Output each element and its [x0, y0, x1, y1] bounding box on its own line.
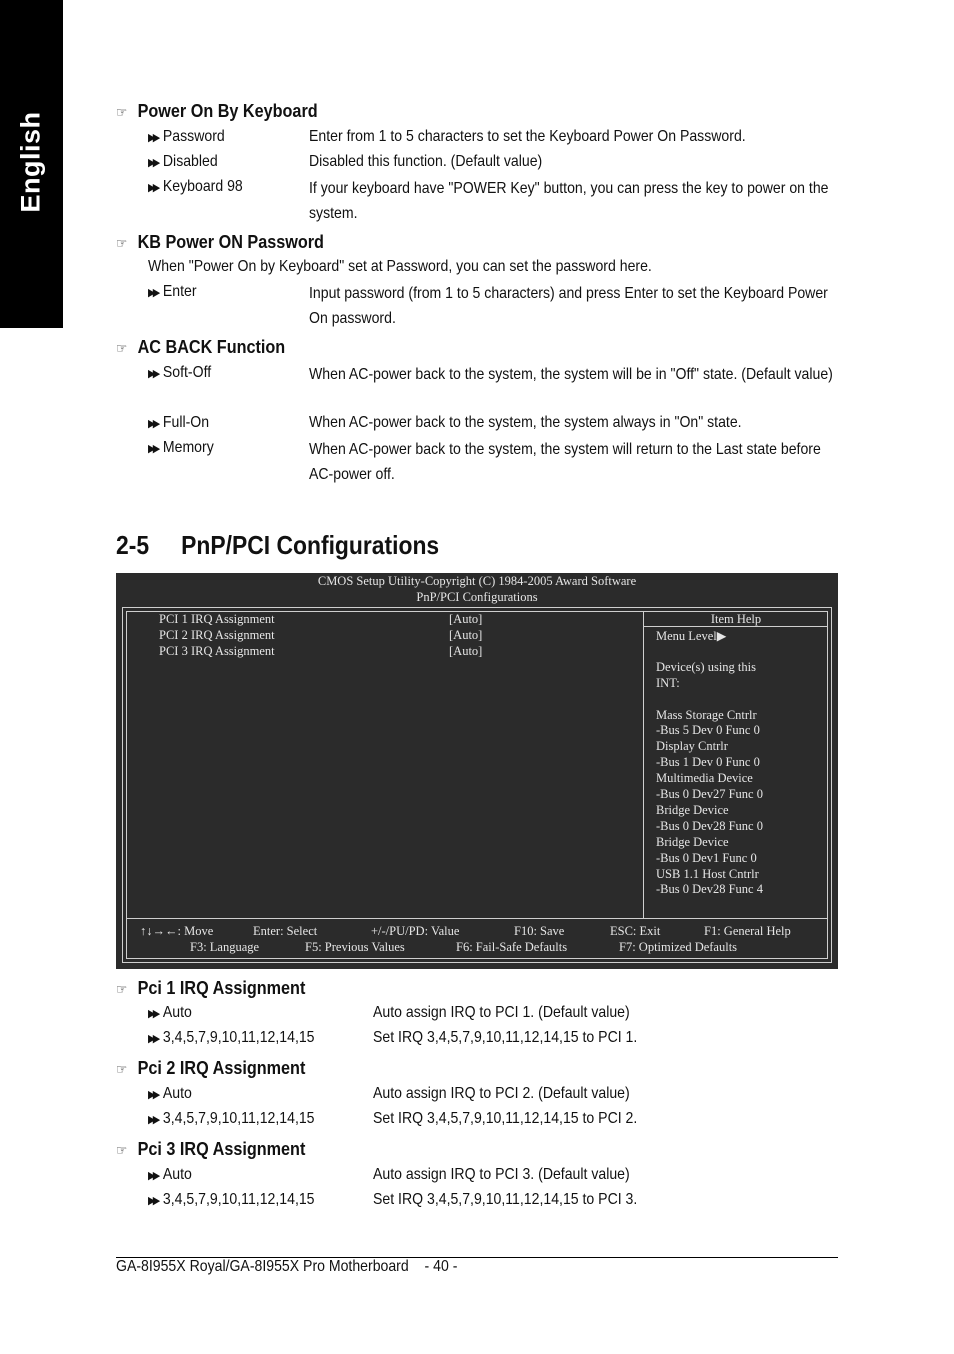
- footer-model: GA-8I955X Royal/GA-8I955X Pro Motherboard: [116, 1258, 409, 1275]
- item-help-line: Menu Level▶: [656, 629, 727, 643]
- item-help-title: Item Help: [710, 612, 762, 626]
- option-name: ▶▶ Keyboard 98: [148, 178, 243, 195]
- double-arrow-icon: ▶▶: [148, 132, 158, 144]
- item-help-line: Bridge Device: [656, 802, 729, 817]
- pointing-hand-icon: ☞: [116, 235, 128, 251]
- option-description: When AC-power back to the system, the system will be in "Off" state. (Default value): [309, 366, 833, 383]
- pointing-hand-icon: ☞: [116, 340, 128, 356]
- option-name: ▶▶ Disabled: [148, 153, 218, 170]
- option-name: ▶▶ 3,4,5,7,9,10,11,12,14,15: [148, 1191, 315, 1208]
- double-arrow-icon: ▶▶: [148, 368, 158, 380]
- item-help-line: Mass Storage Cntrlr: [656, 707, 757, 722]
- section-heading: ☞ Pci 3 IRQ Assignment: [116, 1139, 306, 1159]
- double-arrow-icon: ▶▶: [148, 182, 158, 194]
- option-description: Auto assign IRQ to PCI 2. (Default value): [373, 1085, 630, 1102]
- chapter-title: 2-5 PnP/PCI Configurations: [116, 530, 440, 560]
- double-arrow-icon: ▶▶: [148, 1033, 158, 1045]
- double-arrow-icon: ▶▶: [148, 1114, 158, 1126]
- item-help-line: -Bus 5 Dev 0 Func 0: [656, 723, 760, 738]
- section-heading: ☞ Pci 1 IRQ Assignment: [116, 978, 306, 998]
- option-name: ▶▶ Soft-Off: [148, 364, 212, 381]
- bios-divider: [643, 611, 644, 918]
- option-description: Set IRQ 3,4,5,7,9,10,11,12,14,15 to PCI 1.: [373, 1029, 638, 1046]
- key-hint: ↑↓→←: Move: [140, 924, 214, 938]
- item-help-line: -Bus 0 Dev27 Func 0: [656, 787, 763, 801]
- pointing-hand-icon: ☞: [116, 1061, 128, 1077]
- option-name: ▶▶ 3,4,5,7,9,10,11,12,14,15: [148, 1110, 315, 1127]
- item-help-line: -Bus 1 Dev 0 Func 0: [656, 755, 760, 770]
- language-label: English: [15, 111, 46, 213]
- item-help-line: Device(s) using this: [656, 659, 756, 674]
- section-heading: ☞ KB Power ON Password: [116, 232, 324, 252]
- section-intro: When "Power On by Keyboard" set at Password, you can set the password here.: [148, 258, 652, 275]
- key-hint: F10: Save: [514, 924, 565, 938]
- double-arrow-icon: ▶▶: [148, 1008, 158, 1020]
- option-description: If your keyboard have "POWER Key" button, you can press the key to power on the system.: [309, 180, 829, 222]
- pointing-hand-icon: ☞: [116, 1142, 128, 1158]
- double-arrow-icon: ▶▶: [148, 1170, 158, 1182]
- bios-header-page: PnP/PCI Configurations: [416, 590, 538, 604]
- item-help-line: USB 1.1 Host Cntrlr: [656, 866, 759, 881]
- key-hint: F7: Optimized Defaults: [619, 940, 738, 954]
- item-help-line: -Bus 0 Dev28 Func 0: [656, 818, 763, 833]
- bios-item-value[interactable]: [Auto]: [449, 612, 483, 626]
- option-name: ▶▶ Auto: [148, 1085, 192, 1102]
- key-hint: F1: General Help: [704, 924, 791, 938]
- page-footer: [116, 1258, 457, 1276]
- bios-setup-screen: [116, 573, 838, 969]
- page-number: - 40 -: [424, 1258, 458, 1275]
- option-description: Disabled this function. (Default value): [309, 153, 543, 170]
- double-arrow-icon: ▶▶: [148, 418, 158, 430]
- option-description: Auto assign IRQ to PCI 1. (Default value): [373, 1004, 630, 1021]
- option-name: ▶▶ Auto: [148, 1004, 192, 1021]
- option-description: Set IRQ 3,4,5,7,9,10,11,12,14,15 to PCI 3.: [373, 1191, 638, 1208]
- key-hint: F3: Language: [190, 940, 260, 954]
- key-hint: ESC: Exit: [610, 924, 661, 938]
- section-heading: ☞ AC BACK Function: [116, 337, 286, 357]
- double-arrow-icon: ▶▶: [148, 157, 158, 169]
- key-hint: F6: Fail-Safe Defaults: [456, 940, 568, 954]
- item-help-line: Bridge Device: [656, 834, 729, 849]
- double-arrow-icon: ▶▶: [148, 1195, 158, 1207]
- bios-item-value[interactable]: [Auto]: [449, 628, 483, 642]
- key-hint: Enter: Select: [253, 924, 318, 938]
- option-description: When AC-power back to the system, the system will return to the Last state before AC-power off.: [309, 441, 821, 483]
- double-arrow-icon: ▶▶: [148, 443, 158, 455]
- option-description: Set IRQ 3,4,5,7,9,10,11,12,14,15 to PCI 2.: [373, 1110, 638, 1127]
- bios-item-label[interactable]: PCI 1 IRQ Assignment: [159, 612, 275, 626]
- option-name: ▶▶ Memory: [148, 439, 214, 456]
- bios-item-value[interactable]: [Auto]: [449, 644, 483, 658]
- item-help-line: INT:: [656, 675, 680, 690]
- bios-item-label[interactable]: PCI 3 IRQ Assignment: [159, 644, 275, 658]
- option-description: Enter from 1 to 5 characters to set the Keyboard Power On Password.: [309, 128, 746, 145]
- option-name: ▶▶ Password: [148, 128, 225, 145]
- option-name: ▶▶ Auto: [148, 1166, 192, 1183]
- item-help-line: -Bus 0 Dev1 Func 0: [656, 850, 757, 865]
- double-arrow-icon: ▶▶: [148, 1089, 158, 1101]
- key-hint: F5: Previous Values: [305, 940, 405, 954]
- item-help-line: Multimedia Device: [656, 771, 753, 786]
- pointing-hand-icon: ☞: [116, 104, 128, 120]
- option-description: When AC-power back to the system, the system always in "On" state.: [309, 414, 742, 431]
- language-side-tab: [0, 0, 63, 328]
- bios-header-copyright: CMOS Setup Utility-Copyright (C) 1984-2005 Award Software: [317, 574, 637, 588]
- section-heading: ☞ Power On By Keyboard: [116, 101, 318, 121]
- option-name: ▶▶ Full-On: [148, 414, 210, 431]
- item-help-line: -Bus 0 Dev28 Func 4: [656, 882, 763, 897]
- bios-item-label[interactable]: PCI 2 IRQ Assignment: [159, 628, 275, 642]
- double-arrow-icon: ▶▶: [148, 287, 158, 299]
- key-hint: +/-/PU/PD: Value: [371, 924, 460, 938]
- bios-footer-divider: [126, 918, 828, 919]
- option-name: ▶▶ Enter: [148, 283, 197, 300]
- option-description: Input password (from 1 to 5 characters) and press Enter to set the Keyboard Power On password.: [309, 285, 828, 327]
- pointing-hand-icon: ☞: [116, 981, 128, 997]
- option-name: ▶▶ 3,4,5,7,9,10,11,12,14,15: [148, 1029, 315, 1046]
- section-heading: ☞ Pci 2 IRQ Assignment: [116, 1058, 306, 1078]
- option-description: Auto assign IRQ to PCI 3. (Default value): [373, 1166, 630, 1183]
- item-help-line: Display Cntrlr: [656, 739, 728, 754]
